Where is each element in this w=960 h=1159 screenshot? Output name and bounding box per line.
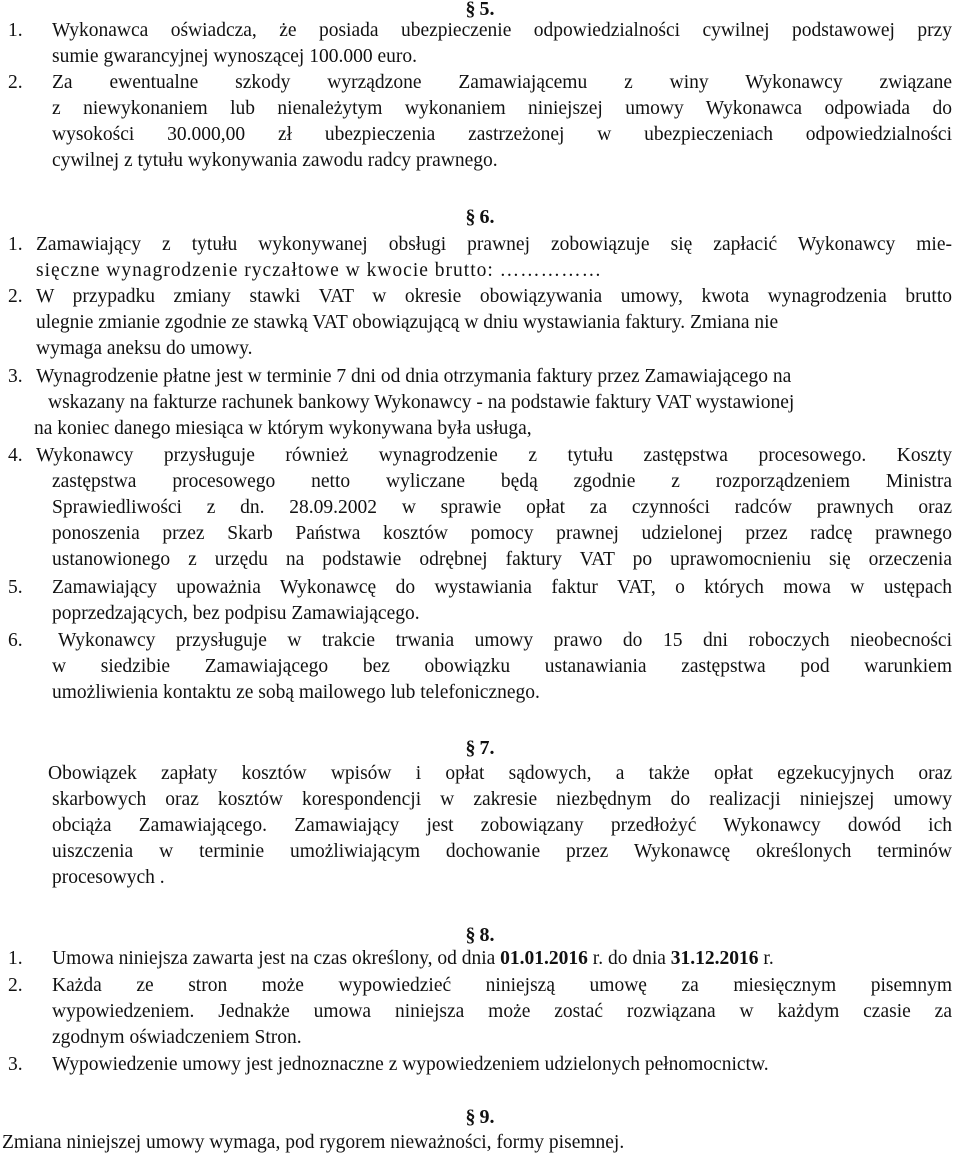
section-number: 6.: [479, 206, 495, 228]
section-header-6: [0, 206, 960, 228]
clause-text: r.: [758, 948, 774, 969]
clause-line: W przypadku zmiany stawki VAT w okresie obowiązywania umowy, kwota wynagrodzenia brutto: [36, 286, 952, 307]
clause-line: zgodnym oświadczeniem Stron.: [52, 1027, 302, 1048]
section-number: 5.: [479, 0, 495, 20]
clause-number: 4.: [8, 445, 23, 466]
clause-number: 6.: [8, 630, 23, 651]
clause-line: zastępstwa procesowego netto wyliczane będą zgodnie z rozporządzeniem Ministra: [52, 471, 952, 492]
paragraph-line: uiszczenia w terminie umożliwiającym dochowanie przez Wykonawcę określonych terminów: [52, 841, 952, 862]
clause-line: w siedzibie Zamawiającego bez obowiązku ustanawiania zastępstwa pod warunkiem: [52, 656, 952, 677]
clause-line: [52, 946, 952, 972]
section-symbol: §: [465, 206, 476, 228]
clause-number: 1.: [8, 234, 23, 255]
clause-line: z niewykonaniem lub nienależytym wykonaniem niniejszej umowy Wykonawca odpowiada do: [52, 98, 952, 119]
clause-number: 2.: [8, 286, 23, 307]
clause-line: wskazany na fakturze rachunek bankowy Wykonawcy - na podstawie faktury VAT wystawionej: [48, 392, 795, 413]
clause-number: 3.: [8, 366, 23, 387]
clause-line: ulegnie zmianie zgodnie ze stawką VAT obowiązującą w dniu wystawiania faktury. Zmiana nie: [36, 312, 779, 333]
section-symbol: §: [465, 737, 476, 759]
paragraph-line: skarbowych oraz kosztów korespondencji w zakresie niezbędnym do realizacji niniejszej umowy: [52, 789, 952, 810]
clause-number: 1.: [8, 948, 23, 969]
section-number: 7.: [479, 737, 495, 759]
section-header-5: [0, 0, 960, 20]
section-number: 9.: [479, 1106, 495, 1128]
clause-line: ustanowionego z urzędu na podstawie odrębnej faktury VAT po uprawomocnieniu się orzeczenia: [52, 549, 952, 570]
clause-line: poprzedzających, bez podpisu Zamawiającego.: [52, 603, 420, 624]
clause-line: Wypowiedzenie umowy jest jednoznaczne z wypowiedzeniem udzielonych pełnomocnictw.: [52, 1054, 769, 1075]
section-symbol: §: [465, 1106, 476, 1128]
clause-line: wypowiedzeniem. Jednakże umowa niniejsza może zostać rozwiązana w każdym czasie za: [52, 1001, 952, 1022]
clause-line: umożliwienia kontaktu ze sobą mailowego lub telefonicznego.: [52, 682, 540, 703]
clause-line: Sprawiedliwości z dn. 28.09.2002 w sprawie opłat za czynności radców prawnych oraz: [52, 497, 952, 518]
clause-number: 2.: [8, 975, 23, 996]
clause-line: Każda ze stron może wypowiedzieć niniejszą umowę za miesięcznym pisemnym: [52, 975, 952, 996]
paragraph-line: obciąża Zamawiającego. Zamawiający jest zobowiązany przedłożyć Wykonawcy dowód ich: [52, 815, 952, 836]
section-symbol: §: [465, 0, 476, 20]
clause-line: cywilnej z tytułu wykonywania zawodu radcy prawnego.: [52, 150, 498, 171]
clause-number: 1.: [8, 20, 23, 41]
end-date: 31.12.2016: [670, 948, 759, 969]
clause-line: Wykonawcy przysługuje w trakcie trwania umowy prawo do 15 dni roboczych nieobecności: [58, 630, 952, 651]
clause-line: Za ewentualne szkody wyrządzone Zamawiającemu z winy Wykonawcy związane: [52, 72, 952, 93]
paragraph-line: Obowiązek zapłaty kosztów wpisów i opłat sądowych, a także opłat egzekucyjnych oraz: [48, 763, 952, 784]
clause-line: Zamawiający z tytułu wykonywanej obsługi prawnej zobowiązuje się zapłacić Wykonawcy mie-: [36, 234, 952, 255]
section-header-9: [0, 1106, 960, 1128]
start-date: 01.01.2016: [500, 948, 588, 969]
paragraph-line: Zmiana niniejszej umowy wymaga, pod rygorem nieważności, formy pisemnej.: [2, 1132, 625, 1153]
clause-text: r. do dnia: [587, 948, 671, 969]
clause-line: Zamawiający upoważnia Wykonawcę do wystawiania faktur VAT, o których mowa w ustępach: [52, 577, 952, 598]
section-header-7: [0, 737, 960, 759]
clause-number: 5.: [8, 577, 23, 598]
paragraph-line: procesowych .: [52, 867, 165, 888]
clause-line: sumie gwarancyjnej wynoszącej 100.000 euro.: [52, 46, 417, 67]
section-symbol: §: [465, 924, 476, 946]
section-header-8: [0, 924, 960, 946]
section-number: 8.: [479, 924, 495, 946]
clause-line: wysokości 30.000,00 zł ubezpieczenia zastrzeżonej w ubezpieczeniach odpowiedzialności: [52, 124, 952, 145]
clause-text: Umowa niniejsza zawarta jest na czas określony, od dnia: [52, 948, 501, 969]
clause-line: ponoszenia przez Skarb Państwa kosztów pomocy prawnej udzielonej przez radcę prawnego: [52, 523, 952, 544]
clause-number: 2.: [8, 72, 23, 93]
clause-line: wymaga aneksu do umowy.: [36, 338, 253, 359]
clause-line: Wykonawca oświadcza, że posiada ubezpieczenie odpowiedzialności cywilnej podstawowej przy: [52, 20, 952, 41]
clause-line: na koniec danego miesiąca w którym wykonywana była usługa,: [34, 418, 532, 439]
clause-number: 3.: [8, 1054, 23, 1075]
clause-line: sięczne wynagrodzenie ryczałtowe w kwocie brutto: ……………: [36, 260, 603, 281]
clause-line: Wynagrodzenie płatne jest w terminie 7 dni od dnia otrzymania faktury przez Zamawiającego na: [36, 366, 792, 387]
clause-line: Wykonawcy przysługuje również wynagrodzenie z tytułu zastępstwa procesowego. Koszty: [36, 445, 952, 466]
